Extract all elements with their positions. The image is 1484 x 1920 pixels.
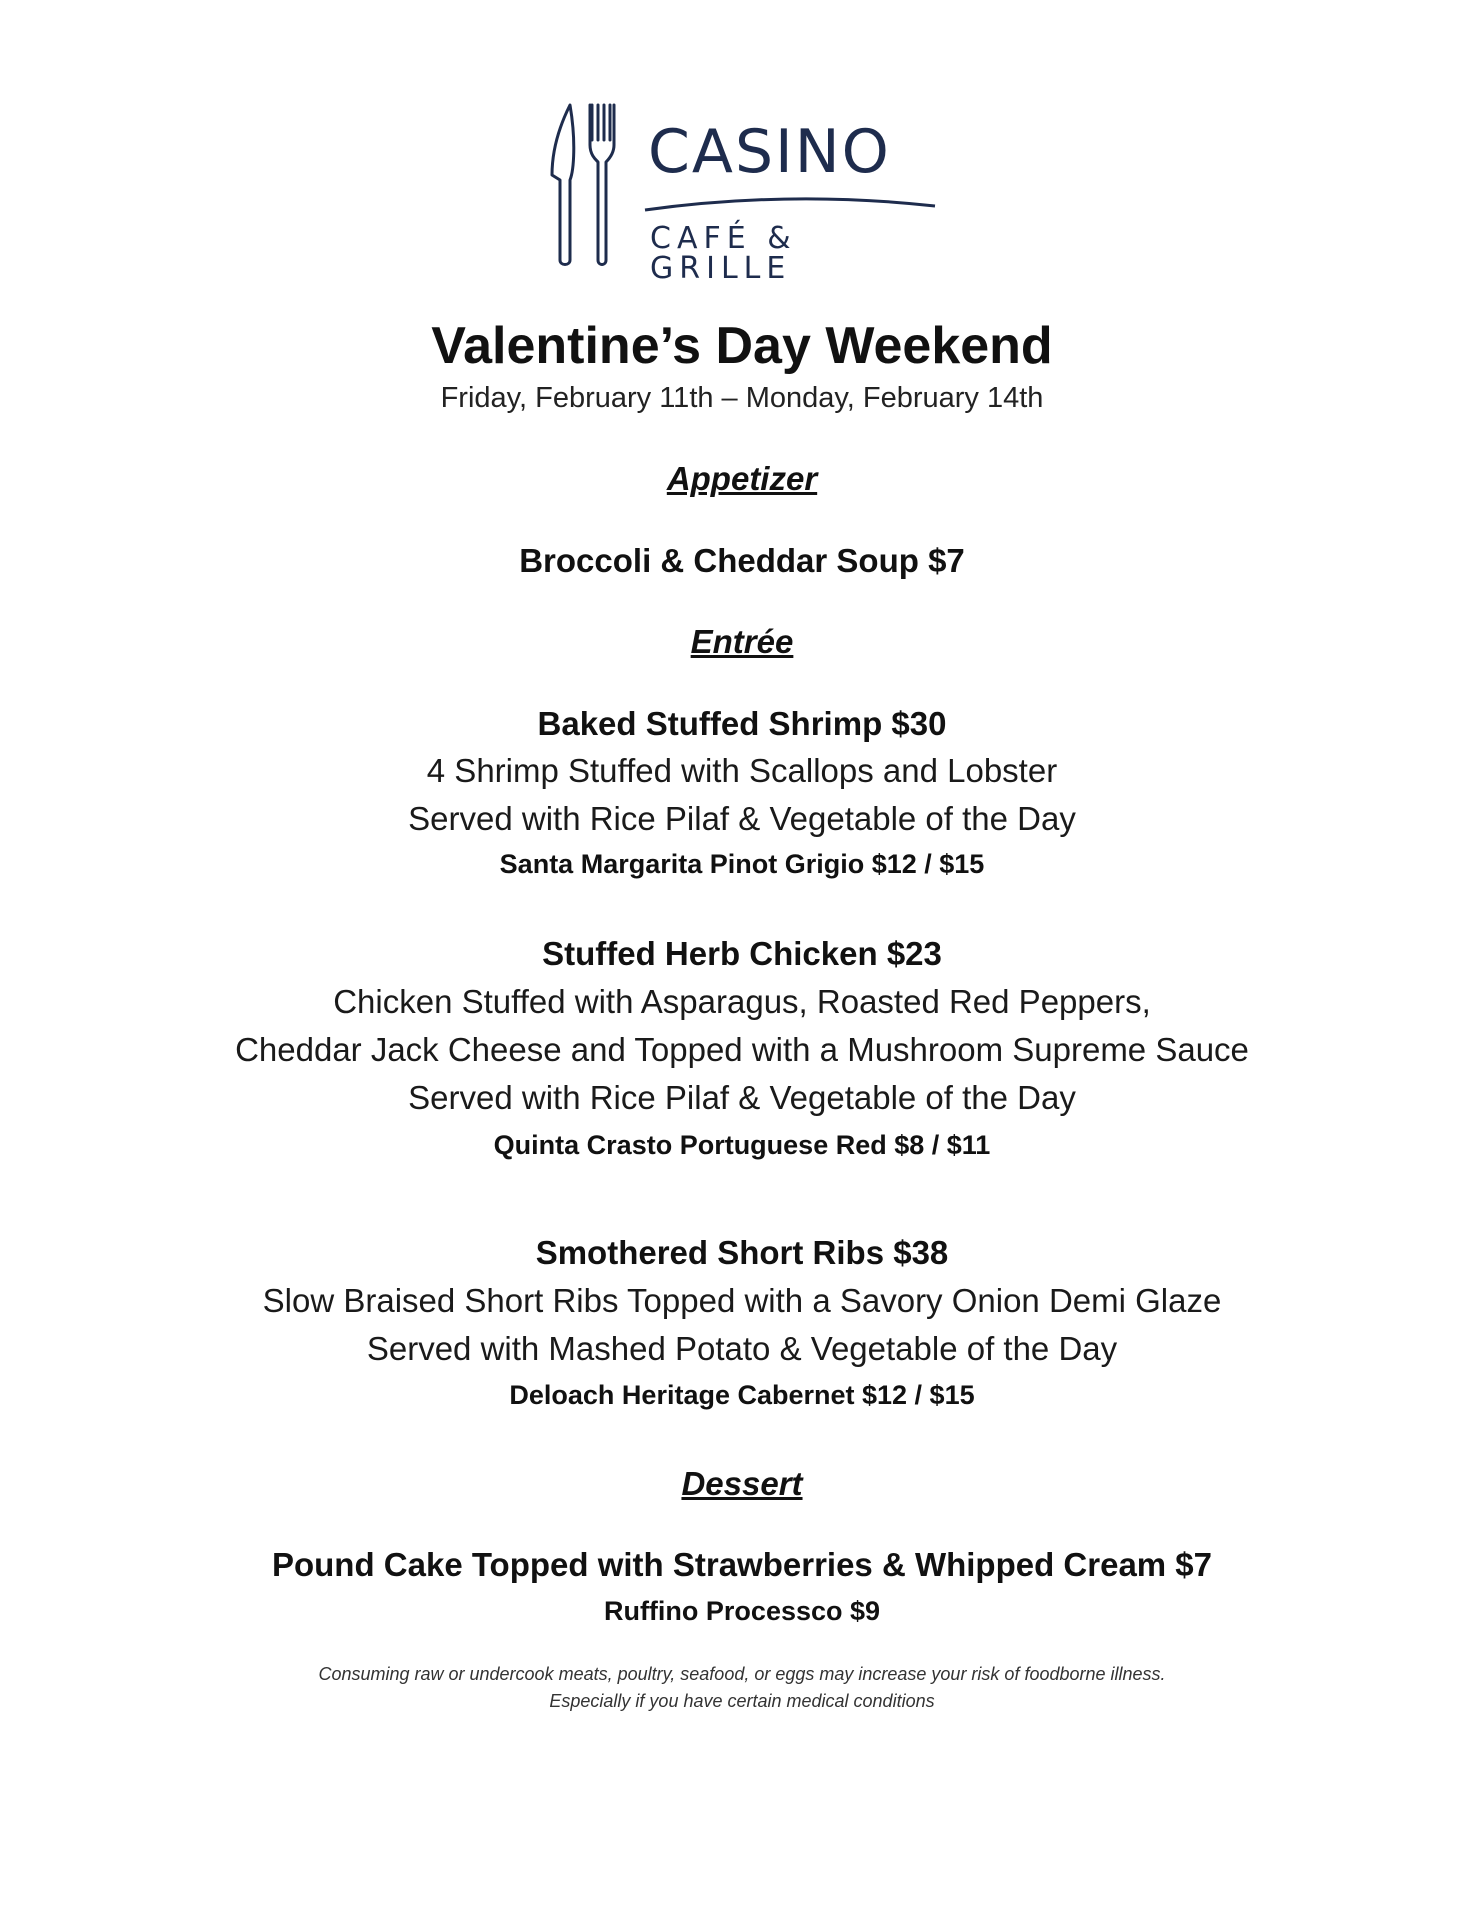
entree-item-name: Stuffed Herb Chicken $23 [542,935,942,972]
food-safety-disclaimer: Especially if you have certain medical conditions [549,1691,935,1711]
section-heading-entree: Entrée [690,623,794,660]
appetizer-item: Broccoli & Cheddar Soup $7 [519,542,965,579]
entree-item-description: Served with Rice Pilaf & Vegetable of the Day [408,800,1076,837]
event-dates: Friday, February 11th – Monday, February 14th [440,382,1044,414]
wine-pairing: Santa Margarita Pinot Grigio $12 / $15 [499,849,985,879]
logo-wordmark: CASINO [648,117,891,187]
entree-item-description: Slow Braised Short Ribs Topped with a Savory Onion Demi Glaze [262,1282,1222,1319]
food-safety-disclaimer: Consuming raw or undercook meats, poultry, seafood, or eggs may increase your risk of foodborne illness. [318,1664,1166,1684]
entree-item-name: Smothered Short Ribs $38 [535,1234,949,1271]
restaurant-logo [540,100,940,286]
wine-pairing: Quinta Crasto Portuguese Red $8 / $11 [493,1130,991,1160]
wine-pairing: Deloach Heritage Cabernet $12 / $15 [509,1380,975,1410]
entree-item-description: Cheddar Jack Cheese and Topped with a Mushroom Supreme Sauce [235,1031,1249,1068]
entree-item-description: Served with Mashed Potato & Vegetable of the Day [366,1330,1118,1367]
section-heading-appetizer: Appetizer [666,460,818,497]
knife-and-fork-icon [540,100,650,270]
page-title: Valentine’s Day Weekend [431,317,1053,375]
wine-pairing: Ruffino Processco $9 [603,1596,881,1626]
entree-item-description: Served with Rice Pilaf & Vegetable of the Day [408,1079,1076,1116]
entree-item-name: Baked Stuffed Shrimp $30 [537,705,947,742]
dessert-item: Pound Cake Topped with Strawberries & Whipped Cream $7 [271,1546,1213,1583]
logo-subtitle: CAFÉ & GRILLE [650,221,797,286]
logo-swoosh [640,188,940,218]
entree-item-description: Chicken Stuffed with Asparagus, Roasted Red Peppers, [333,983,1151,1020]
section-heading-dessert: Dessert [681,1465,803,1502]
entree-item-description: 4 Shrimp Stuffed with Scallops and Lobster [426,752,1058,789]
